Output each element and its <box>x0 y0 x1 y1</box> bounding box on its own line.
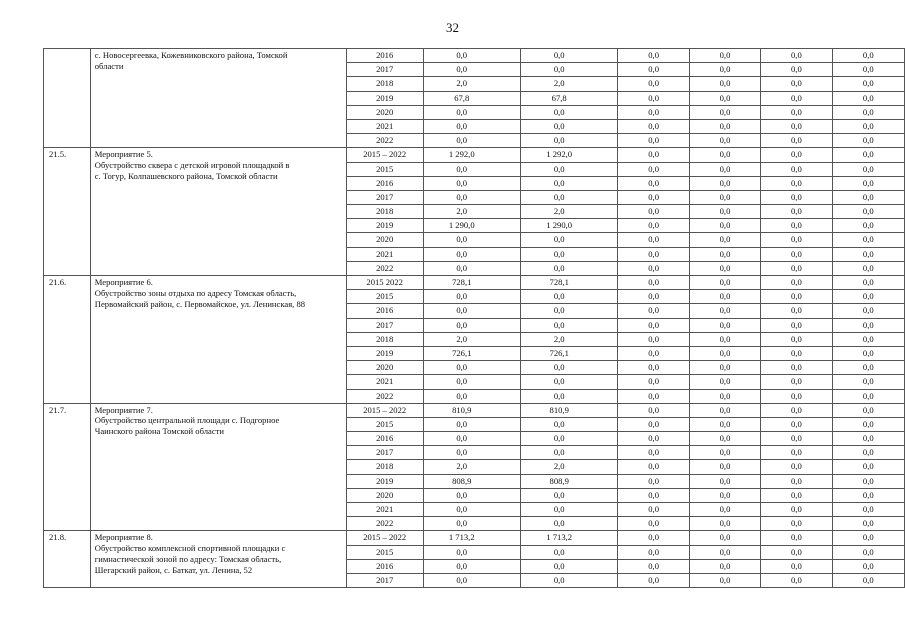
extra-value-2: 0,0 <box>832 432 904 446</box>
year-cell: 2015 – 2022 <box>346 531 423 545</box>
federal-value: 0,0 <box>618 91 689 105</box>
local-value: 0,0 <box>689 545 760 559</box>
regional-value: 2,0 <box>520 332 617 346</box>
local-value: 0,0 <box>689 573 760 587</box>
local-value: 0,0 <box>689 148 760 162</box>
extra-value-1: 0,0 <box>761 247 832 261</box>
local-value: 0,0 <box>689 91 760 105</box>
federal-value: 0,0 <box>618 375 689 389</box>
federal-value: 0,0 <box>618 105 689 119</box>
year-cell: 2021 <box>346 375 423 389</box>
regional-value: 0,0 <box>520 488 617 502</box>
extra-value-2: 0,0 <box>832 63 904 77</box>
regional-value: 810,9 <box>520 403 617 417</box>
extra-value-1: 0,0 <box>761 105 832 119</box>
local-value: 0,0 <box>689 261 760 275</box>
local-value: 0,0 <box>689 119 760 133</box>
extra-value-1: 0,0 <box>761 233 832 247</box>
extra-value-2: 0,0 <box>832 190 904 204</box>
regional-value: 0,0 <box>520 105 617 119</box>
year-cell: 2016 <box>346 559 423 573</box>
measure-description-line: Мероприятие 8. <box>94 532 153 543</box>
measure-description-line: Чаинского района Томской области <box>94 426 225 437</box>
regional-value: 0,0 <box>520 176 617 190</box>
total-value: 0,0 <box>423 432 520 446</box>
year-cell: 2015 – 2022 <box>346 148 423 162</box>
extra-value-1: 0,0 <box>761 403 832 417</box>
measure-description-line: гимнастической зоной по адресу: Томская область, <box>94 553 282 564</box>
extra-value-1: 0,0 <box>761 91 832 105</box>
federal-value: 0,0 <box>618 545 689 559</box>
year-cell: 2022 <box>346 134 423 148</box>
total-value: 2,0 <box>423 332 520 346</box>
federal-value: 0,0 <box>618 503 689 517</box>
federal-value: 0,0 <box>618 488 689 502</box>
total-value: 0,0 <box>423 290 520 304</box>
extra-value-1: 0,0 <box>761 148 832 162</box>
extra-value-2: 0,0 <box>832 332 904 346</box>
local-value: 0,0 <box>689 446 760 460</box>
regional-value: 0,0 <box>520 233 617 247</box>
year-cell: 2018 <box>346 77 423 91</box>
regional-value: 0,0 <box>520 545 617 559</box>
table-row <box>44 148 905 162</box>
year-cell: 2017 <box>346 190 423 204</box>
extra-value-1: 0,0 <box>761 545 832 559</box>
extra-value-2: 0,0 <box>832 531 904 545</box>
extra-value-1: 0,0 <box>761 346 832 360</box>
local-value: 0,0 <box>689 290 760 304</box>
total-value: 0,0 <box>423 361 520 375</box>
federal-value: 0,0 <box>618 460 689 474</box>
local-value: 0,0 <box>689 517 760 531</box>
year-cell: 2016 <box>346 432 423 446</box>
total-value: 0,0 <box>423 517 520 531</box>
regional-value: 728,1 <box>520 276 617 290</box>
year-cell: 2019 <box>346 219 423 233</box>
table-row <box>44 276 905 290</box>
federal-value: 0,0 <box>618 205 689 219</box>
measure-description <box>90 148 346 276</box>
extra-value-1: 0,0 <box>761 531 832 545</box>
regional-value: 0,0 <box>520 559 617 573</box>
total-value: 1 713,2 <box>423 531 520 545</box>
regional-value: 0,0 <box>520 503 617 517</box>
federal-value: 0,0 <box>618 559 689 573</box>
local-value: 0,0 <box>689 389 760 403</box>
measure-number: 21.6. <box>44 276 91 404</box>
extra-value-2: 0,0 <box>832 545 904 559</box>
total-value: 67,8 <box>423 91 520 105</box>
local-value: 0,0 <box>689 346 760 360</box>
measure-description-line: Мероприятие 5. <box>94 149 153 160</box>
extra-value-1: 0,0 <box>761 417 832 431</box>
regional-value: 0,0 <box>520 318 617 332</box>
extra-value-2: 0,0 <box>832 460 904 474</box>
measure-description-line: Обустройство сквера с детской игровой площадкой в <box>94 160 290 171</box>
local-value: 0,0 <box>689 488 760 502</box>
federal-value: 0,0 <box>618 261 689 275</box>
measure-number: 21.7. <box>44 403 91 531</box>
federal-value: 0,0 <box>618 389 689 403</box>
federal-value: 0,0 <box>618 119 689 133</box>
regional-value: 0,0 <box>520 573 617 587</box>
regional-value: 0,0 <box>520 134 617 148</box>
federal-value: 0,0 <box>618 176 689 190</box>
extra-value-1: 0,0 <box>761 63 832 77</box>
local-value: 0,0 <box>689 162 760 176</box>
local-value: 0,0 <box>689 49 760 63</box>
local-value: 0,0 <box>689 304 760 318</box>
extra-value-1: 0,0 <box>761 474 832 488</box>
extra-value-2: 0,0 <box>832 261 904 275</box>
total-value: 0,0 <box>423 190 520 204</box>
regional-value: 0,0 <box>520 247 617 261</box>
extra-value-2: 0,0 <box>832 488 904 502</box>
federal-value: 0,0 <box>618 318 689 332</box>
extra-value-2: 0,0 <box>832 446 904 460</box>
total-value: 0,0 <box>423 233 520 247</box>
federal-value: 0,0 <box>618 134 689 148</box>
local-value: 0,0 <box>689 361 760 375</box>
regional-value: 0,0 <box>520 290 617 304</box>
total-value: 0,0 <box>423 261 520 275</box>
extra-value-2: 0,0 <box>832 559 904 573</box>
year-cell: 2020 <box>346 361 423 375</box>
total-value: 0,0 <box>423 134 520 148</box>
measure-number: 21.5. <box>44 148 91 276</box>
extra-value-1: 0,0 <box>761 389 832 403</box>
regional-value: 0,0 <box>520 361 617 375</box>
regional-value: 0,0 <box>520 63 617 77</box>
federal-value: 0,0 <box>618 219 689 233</box>
year-cell: 2015 <box>346 290 423 304</box>
extra-value-1: 0,0 <box>761 460 832 474</box>
extra-value-2: 0,0 <box>832 219 904 233</box>
extra-value-1: 0,0 <box>761 488 832 502</box>
total-value: 0,0 <box>423 573 520 587</box>
regional-value: 0,0 <box>520 190 617 204</box>
year-cell: 2018 <box>346 460 423 474</box>
local-value: 0,0 <box>689 63 760 77</box>
year-cell: 2021 <box>346 119 423 133</box>
regional-value: 0,0 <box>520 261 617 275</box>
local-value: 0,0 <box>689 375 760 389</box>
extra-value-2: 0,0 <box>832 573 904 587</box>
local-value: 0,0 <box>689 190 760 204</box>
year-cell: 2019 <box>346 474 423 488</box>
extra-value-1: 0,0 <box>761 162 832 176</box>
measure-description-line: области <box>94 60 124 71</box>
year-cell: 2017 <box>346 573 423 587</box>
extra-value-1: 0,0 <box>761 290 832 304</box>
regional-value: 0,0 <box>520 417 617 431</box>
extra-value-1: 0,0 <box>761 304 832 318</box>
local-value: 0,0 <box>689 219 760 233</box>
extra-value-2: 0,0 <box>832 417 904 431</box>
total-value: 1 290,0 <box>423 219 520 233</box>
federal-value: 0,0 <box>618 361 689 375</box>
extra-value-2: 0,0 <box>832 205 904 219</box>
extra-value-2: 0,0 <box>832 346 904 360</box>
year-cell: 2018 <box>346 205 423 219</box>
federal-value: 0,0 <box>618 276 689 290</box>
year-cell: 2019 <box>346 346 423 360</box>
regional-value: 0,0 <box>520 304 617 318</box>
federal-value: 0,0 <box>618 474 689 488</box>
extra-value-2: 0,0 <box>832 176 904 190</box>
measure-description-line: Обустройство комплексной спортивной площадки с <box>94 543 286 554</box>
total-value: 0,0 <box>423 446 520 460</box>
extra-value-1: 0,0 <box>761 119 832 133</box>
local-value: 0,0 <box>689 432 760 446</box>
extra-value-2: 0,0 <box>832 77 904 91</box>
federal-value: 0,0 <box>618 290 689 304</box>
total-value: 0,0 <box>423 488 520 502</box>
total-value: 0,0 <box>423 318 520 332</box>
regional-value: 0,0 <box>520 119 617 133</box>
measure-description-line: Обустройство зоны отдыха по адресу Томская область, <box>94 287 297 298</box>
year-cell: 2016 <box>346 49 423 63</box>
regional-value: 0,0 <box>520 389 617 403</box>
regional-value: 1 292,0 <box>520 148 617 162</box>
measure-description-line: Мероприятие 6. <box>94 277 153 287</box>
total-value: 810,9 <box>423 403 520 417</box>
year-cell: 2020 <box>346 233 423 247</box>
extra-value-1: 0,0 <box>761 134 832 148</box>
year-cell: 2015 – 2022 <box>346 403 423 417</box>
total-value: 2,0 <box>423 77 520 91</box>
local-value: 0,0 <box>689 205 760 219</box>
total-value: 2,0 <box>423 205 520 219</box>
budget-table <box>43 48 905 588</box>
extra-value-1: 0,0 <box>761 276 832 290</box>
extra-value-2: 0,0 <box>832 276 904 290</box>
measure-description-line: с. Новосергеевка, Кожевниковского района, Томской <box>94 50 288 60</box>
measure-description <box>90 276 346 404</box>
federal-value: 0,0 <box>618 162 689 176</box>
extra-value-2: 0,0 <box>832 49 904 63</box>
total-value: 0,0 <box>423 105 520 119</box>
extra-value-1: 0,0 <box>761 446 832 460</box>
year-cell: 2015 <box>346 417 423 431</box>
extra-value-2: 0,0 <box>832 304 904 318</box>
year-cell: 2016 <box>346 176 423 190</box>
regional-value: 726,1 <box>520 346 617 360</box>
regional-value: 2,0 <box>520 77 617 91</box>
federal-value: 0,0 <box>618 332 689 346</box>
extra-value-2: 0,0 <box>832 233 904 247</box>
extra-value-1: 0,0 <box>761 77 832 91</box>
local-value: 0,0 <box>689 105 760 119</box>
extra-value-1: 0,0 <box>761 176 832 190</box>
extra-value-1: 0,0 <box>761 261 832 275</box>
extra-value-1: 0,0 <box>761 375 832 389</box>
regional-value: 0,0 <box>520 517 617 531</box>
extra-value-2: 0,0 <box>832 517 904 531</box>
extra-value-1: 0,0 <box>761 205 832 219</box>
year-cell: 2022 <box>346 261 423 275</box>
extra-value-2: 0,0 <box>832 361 904 375</box>
extra-value-1: 0,0 <box>761 332 832 346</box>
measure-description-line: Мероприятие 7. <box>94 404 153 415</box>
extra-value-1: 0,0 <box>761 361 832 375</box>
total-value: 0,0 <box>423 375 520 389</box>
total-value: 0,0 <box>423 417 520 431</box>
extra-value-1: 0,0 <box>761 318 832 332</box>
local-value: 0,0 <box>689 460 760 474</box>
year-cell: 2022 <box>346 517 423 531</box>
extra-value-1: 0,0 <box>761 517 832 531</box>
total-value: 0,0 <box>423 176 520 190</box>
total-value: 0,0 <box>423 247 520 261</box>
local-value: 0,0 <box>689 403 760 417</box>
federal-value: 0,0 <box>618 247 689 261</box>
measure-description-line: с. Тогур, Колпашевского района, Томской области <box>94 170 278 181</box>
local-value: 0,0 <box>689 276 760 290</box>
local-value: 0,0 <box>689 474 760 488</box>
federal-value: 0,0 <box>618 573 689 587</box>
regional-value: 1 713,2 <box>520 531 617 545</box>
page-number: 32 <box>446 20 459 35</box>
extra-value-2: 0,0 <box>832 105 904 119</box>
year-cell: 2015 <box>346 545 423 559</box>
federal-value: 0,0 <box>618 432 689 446</box>
local-value: 0,0 <box>689 318 760 332</box>
extra-value-1: 0,0 <box>761 432 832 446</box>
extra-value-1: 0,0 <box>761 503 832 517</box>
year-cell: 2021 <box>346 247 423 261</box>
extra-value-2: 0,0 <box>832 134 904 148</box>
measure-description <box>90 531 346 588</box>
extra-value-1: 0,0 <box>761 573 832 587</box>
total-value: 808,9 <box>423 474 520 488</box>
table-row <box>44 531 905 545</box>
extra-value-1: 0,0 <box>761 190 832 204</box>
extra-value-2: 0,0 <box>832 162 904 176</box>
year-cell: 2020 <box>346 105 423 119</box>
regional-value: 808,9 <box>520 474 617 488</box>
local-value: 0,0 <box>689 503 760 517</box>
extra-value-2: 0,0 <box>832 375 904 389</box>
local-value: 0,0 <box>689 233 760 247</box>
total-value: 728,1 <box>423 276 520 290</box>
regional-value: 0,0 <box>520 162 617 176</box>
local-value: 0,0 <box>689 417 760 431</box>
total-value: 0,0 <box>423 559 520 573</box>
extra-value-2: 0,0 <box>832 389 904 403</box>
extra-value-2: 0,0 <box>832 474 904 488</box>
year-cell: 2016 <box>346 304 423 318</box>
federal-value: 0,0 <box>618 304 689 318</box>
year-cell: 2017 <box>346 318 423 332</box>
federal-value: 0,0 <box>618 417 689 431</box>
regional-value: 2,0 <box>520 460 617 474</box>
measure-description <box>90 49 346 148</box>
extra-value-1: 0,0 <box>761 559 832 573</box>
extra-value-2: 0,0 <box>832 403 904 417</box>
extra-value-2: 0,0 <box>832 148 904 162</box>
federal-value: 0,0 <box>618 233 689 247</box>
regional-value: 2,0 <box>520 205 617 219</box>
regional-value: 0,0 <box>520 375 617 389</box>
extra-value-1: 0,0 <box>761 49 832 63</box>
regional-value: 1 290,0 <box>520 219 617 233</box>
measure-description <box>90 403 346 531</box>
regional-value: 0,0 <box>520 446 617 460</box>
extra-value-2: 0,0 <box>832 119 904 133</box>
federal-value: 0,0 <box>618 531 689 545</box>
extra-value-2: 0,0 <box>832 318 904 332</box>
local-value: 0,0 <box>689 176 760 190</box>
federal-value: 0,0 <box>618 49 689 63</box>
total-value: 0,0 <box>423 119 520 133</box>
extra-value-2: 0,0 <box>832 503 904 517</box>
total-value: 0,0 <box>423 49 520 63</box>
measure-number: 21.8. <box>44 531 91 588</box>
table-row <box>44 403 905 417</box>
total-value: 0,0 <box>423 304 520 318</box>
federal-value: 0,0 <box>618 446 689 460</box>
total-value: 0,0 <box>423 389 520 403</box>
year-cell: 2017 <box>346 446 423 460</box>
measure-description-line: Шегарский район, с. Баткат, ул. Ленина, 52 <box>94 564 253 575</box>
local-value: 0,0 <box>689 332 760 346</box>
year-cell: 2018 <box>346 332 423 346</box>
regional-value: 0,0 <box>520 432 617 446</box>
local-value: 0,0 <box>689 247 760 261</box>
federal-value: 0,0 <box>618 403 689 417</box>
total-value: 0,0 <box>423 63 520 77</box>
extra-value-1: 0,0 <box>761 219 832 233</box>
measure-description-line: Первомайский район, с. Первомайское, ул. Ленинская, 88 <box>94 298 306 309</box>
extra-value-2: 0,0 <box>832 247 904 261</box>
year-cell: 2021 <box>346 503 423 517</box>
table-row <box>44 49 905 63</box>
local-value: 0,0 <box>689 559 760 573</box>
local-value: 0,0 <box>689 531 760 545</box>
local-value: 0,0 <box>689 134 760 148</box>
federal-value: 0,0 <box>618 63 689 77</box>
regional-value: 0,0 <box>520 49 617 63</box>
year-cell: 2022 <box>346 389 423 403</box>
year-cell: 2020 <box>346 488 423 502</box>
year-cell: 2017 <box>346 63 423 77</box>
federal-value: 0,0 <box>618 190 689 204</box>
local-value: 0,0 <box>689 77 760 91</box>
year-cell: 2019 <box>346 91 423 105</box>
total-value: 0,0 <box>423 545 520 559</box>
total-value: 0,0 <box>423 503 520 517</box>
total-value: 0,0 <box>423 162 520 176</box>
federal-value: 0,0 <box>618 77 689 91</box>
extra-value-2: 0,0 <box>832 91 904 105</box>
federal-value: 0,0 <box>618 148 689 162</box>
year-cell: 2015 <box>346 162 423 176</box>
extra-value-2: 0,0 <box>832 290 904 304</box>
measure-description-line: Обустройство центральной площади с. Подгорное <box>94 415 280 426</box>
year-cell: 2015 2022 <box>346 276 423 290</box>
federal-value: 0,0 <box>618 346 689 360</box>
total-value: 1 292,0 <box>423 148 520 162</box>
regional-value: 67,8 <box>520 91 617 105</box>
total-value: 726,1 <box>423 346 520 360</box>
federal-value: 0,0 <box>618 517 689 531</box>
measure-number <box>44 49 91 148</box>
total-value: 2,0 <box>423 460 520 474</box>
